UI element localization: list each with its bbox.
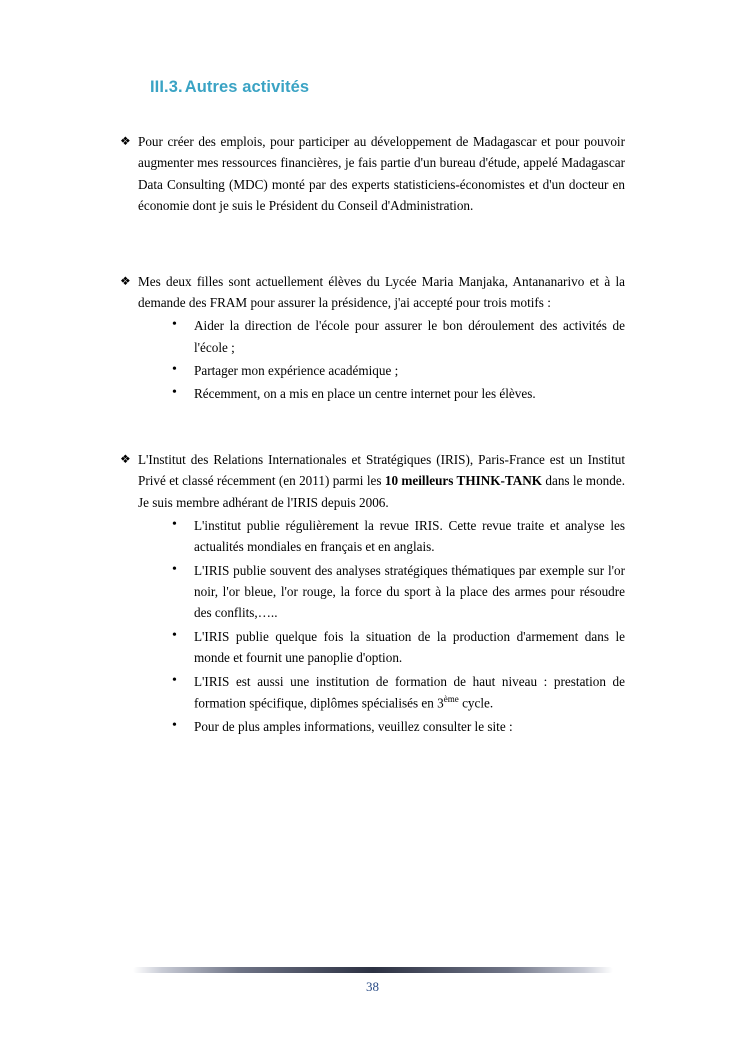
diamond-bullet-icon: ❖	[120, 134, 131, 148]
bullet-block-3	[120, 449, 625, 739]
sub-list-2	[138, 315, 625, 405]
list-item: • Récemment, on a mis en place un centre internet pour les élèves.	[168, 383, 625, 404]
list-item: • Pour de plus amples informations, veuillez consulter le site :	[168, 716, 625, 737]
list-item-sup-after: cycle.	[458, 695, 494, 711]
list-item-sup-before: L'IRIS est aussi une institution de formation de haut niveau : prestation de formation spécifique, diplômes spécialisés en 3	[194, 673, 625, 711]
list-item: • Partager mon expérience académique ;	[168, 360, 625, 381]
bullet-block-1-body	[138, 131, 625, 217]
list-item-superscript	[168, 671, 625, 714]
page-footer	[0, 967, 745, 995]
heading-number: III.3.	[150, 78, 183, 96]
page-number: 38	[366, 979, 379, 994]
sub-list-3	[138, 515, 625, 737]
paragraph-2: Mes deux filles sont actuellement élèves du Lycée Maria Manjaka, Antananarivo et à la demande des FRAM pour assurer la présidence, j'ai accepté pour trois motifs :	[138, 273, 625, 310]
spacer	[120, 217, 625, 241]
bullet-block-2	[120, 271, 625, 407]
list-item: • L'IRIS publie quelque fois la situation de la production d'armement dans le monde et fournit une panoplie d'option.	[168, 626, 625, 669]
page-heading	[150, 78, 625, 97]
paragraph-3-bold: 10 meilleurs THINK-TANK	[384, 473, 543, 489]
spacer	[120, 407, 625, 419]
paragraph-3-before: L'Institut des Relations Internationales et Stratégiques (IRIS), Paris-France est un Institut Privé et classé récemment (en 2011) parmi les	[138, 451, 625, 489]
paragraph-3	[138, 449, 625, 513]
heading-text: Autres activités	[184, 78, 310, 96]
paragraph-3-after: dans le monde. Je suis membre adhérant de l'IRIS depuis 2006.	[138, 473, 625, 510]
paragraph-1: Pour créer des emplois, pour participer au développement de Madagascar et pour pouvoir augmenter mes ressources financières, je fais partie d'un bureau d'étude, appelé Madagascar Data Consulting (MDC) monté par des experts statisticiens-économistes et d'un docteur en économie dont je suis le Président du Conseil d'Administration.	[138, 134, 625, 214]
superscript-eme: ème	[443, 693, 459, 704]
bullet-block-1	[120, 131, 625, 217]
bullet-block-2-body	[138, 271, 625, 407]
diamond-bullet-icon: ❖	[120, 273, 131, 288]
diamond-bullet-icon: ❖	[120, 451, 131, 466]
list-item: • L'institut publie régulièrement la revue IRIS. Cette revue traite et analyse les actualités mondiales en français et en anglais.	[168, 515, 625, 558]
list-item: • L'IRIS publie souvent des analyses stratégiques thématiques par exemple sur l'or noir, l'or bleue, l'or rouge, la force du sport à la place des armes pour résoudre des conflits,…..	[168, 560, 625, 624]
bullet-block-3-body	[138, 449, 625, 739]
footer-divider	[133, 967, 613, 973]
list-item: • Aider la direction de l'école pour assurer le bon déroulement des activités de l'école ;	[168, 315, 625, 358]
